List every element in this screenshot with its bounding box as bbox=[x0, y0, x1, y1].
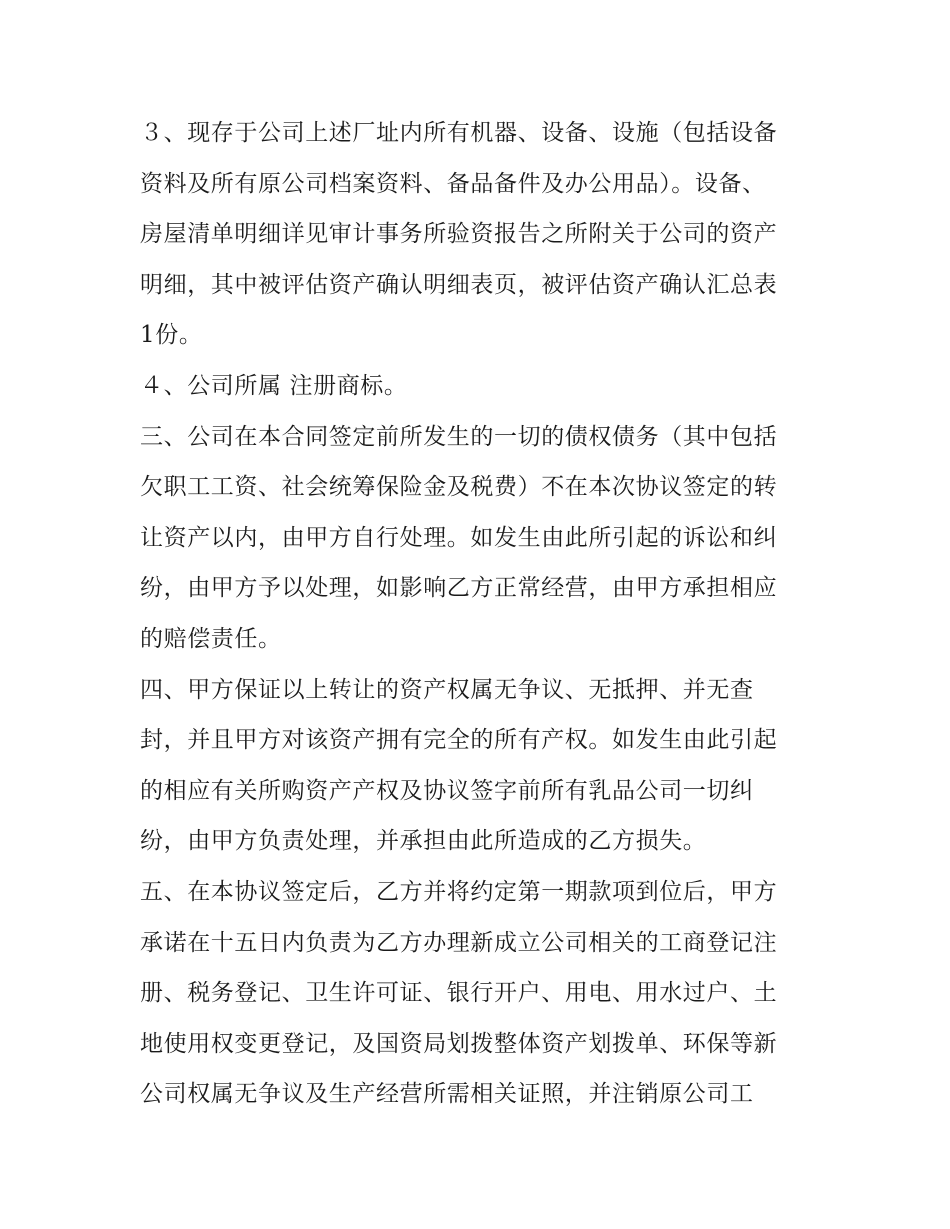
text-line: 房屋清单明细详见审计事务所验资报告之所附关于公司的资产 bbox=[140, 221, 778, 248]
text-line: 册、税务登记、卫生许可证、银行开户、用电、用水过户、土 bbox=[140, 980, 778, 1007]
paragraph-clause-4 bbox=[140, 665, 820, 867]
text-line: 明细，其中被评估资产确认明细表页，被评估资产确认汇总表 bbox=[140, 271, 778, 298]
text-line: 地使用权变更登记，及国资局划拨整体资产划拨单、环保等新 bbox=[140, 1030, 778, 1057]
text-line: 四、甲方保证以上转让的资产权属无争议、无抵押、并无查 bbox=[140, 676, 754, 703]
text-line: 欠职工工资、社会统筹保险金及税费）不在本次协议签定的转 bbox=[140, 474, 778, 501]
text-line: ４、公司所属 注册商标。 bbox=[140, 372, 408, 399]
text-line: ３、现存于公司上述厂址内所有机器、设备、设施（包括设备 bbox=[140, 120, 778, 146]
paragraph-item-3 bbox=[140, 108, 820, 361]
text-line: 公司权属无争议及生产经营所需相关证照，并注销原公司工 bbox=[140, 1081, 754, 1108]
text-line: 让资产以内，由甲方自行处理。如发生由此所引起的诉讼和纠 bbox=[140, 524, 778, 551]
text-line: 的赔偿责任。 bbox=[140, 625, 282, 652]
text-line: 承诺在十五日内负责为乙方办理新成立公司相关的工商登记注 bbox=[140, 929, 778, 956]
paragraph-clause-3 bbox=[140, 412, 820, 665]
text-line: 资料及所有原公司档案资料、备品备件及办公用品）。设备、 bbox=[140, 170, 766, 197]
text-line: 1份。 bbox=[140, 322, 203, 349]
text-line: 五、在本协议签定后，乙方并将约定第一期款项到位后，甲方 bbox=[140, 878, 778, 905]
text-line: 纷，由甲方负责处理，并承担由此所造成的乙方损失。 bbox=[140, 828, 707, 855]
paragraph-item-4 bbox=[140, 361, 820, 412]
text-line: 纷，由甲方予以处理，如影响乙方正常经营，由甲方承担相应 bbox=[140, 575, 778, 602]
text-line: 的相应有关所购资产产权及协议签字前所有乳品公司一切纠 bbox=[140, 777, 754, 804]
paragraph-clause-5 bbox=[140, 867, 820, 1120]
document-page bbox=[140, 108, 820, 1120]
text-line: 封，并且甲方对该资产拥有完全的所有产权。如发生由此引起 bbox=[140, 727, 778, 754]
text-line: 三、公司在本合同签定前所发生的一切的债权债务（其中包括 bbox=[140, 423, 778, 450]
